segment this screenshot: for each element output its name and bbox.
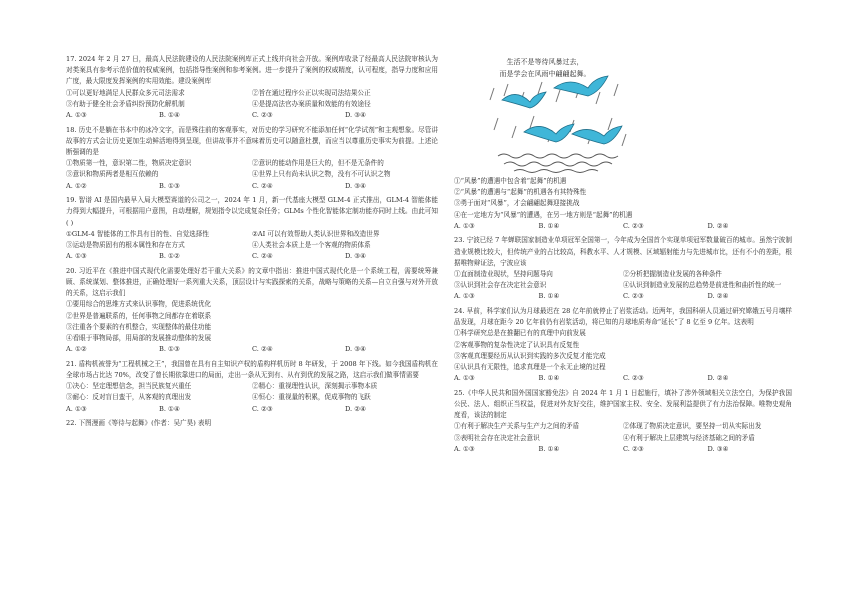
question-stem: 24. 早前，科学家们认为月球最迟在 28 亿年前就停止了岩浆活动。近两年，我国科研人员通过研究嫦娥五号月壤样品发现，月球在距今 20 亿年前仍有岩浆活动，将已知的月球地质寿命“延长”了 8 亿至 9 亿年。这表明 [454, 307, 792, 327]
left-column [66, 54, 438, 433]
right-column [454, 176, 792, 458]
choice-d[interactable]: D. ②④ [345, 404, 367, 413]
question-22-stem [66, 418, 438, 429]
choice-b[interactable]: B. ①④ [538, 292, 560, 301]
answer-choices [66, 110, 438, 121]
statement: ①直面制造业现状，坚持问题导向 [454, 270, 553, 279]
choice-c[interactable]: C. ②③ [252, 404, 273, 413]
birds-in-storm-cartoon-icon [484, 48, 634, 176]
choice-b[interactable]: B. ①④ [159, 404, 180, 413]
answer-choices [454, 221, 792, 232]
statement: ④人类社会本质上是一个客观的物质体系 [252, 241, 371, 250]
statement: ②客观事物的复杂性决定了认识具有反复性 [454, 340, 580, 349]
choice-c[interactable]: C. ②③ [623, 374, 644, 383]
choice-d[interactable]: D. ②④ [707, 221, 729, 230]
bird-icon [502, 76, 622, 144]
statement: ①要用综合的思维方式来认识事物，促进系统优化 [66, 300, 212, 309]
statement: ①GLM-4 智能体的工作具有目的性、自觉选择性 [66, 229, 209, 238]
statement-options [454, 421, 792, 443]
statement: ③勇于面对“风暴”，才会翩翩起舞迎接挑战 [454, 199, 580, 208]
question-22-options [454, 176, 792, 232]
statement: ②世界是普遍联系的，任何事物之间都存在着联系 [66, 311, 212, 320]
question-18 [66, 125, 438, 192]
question-stem: 17. 2024 年 2 月 27 日，最高人民法院建设的人民法院案例库正式上线并向社会开放。案例库收录了经最高人民法院审核认为对类案具有参考示范价值的权威案例，包括指导性案例和参考案例。进一步提升了案例的权威精度，认可程度，指导力度和应用广度，最大限度发挥案例的实用效能。建设案例库 [66, 55, 438, 86]
question-stem: 23. 宁波已经 7 年蝉联国家制造业单项冠军全国第一，今年成为全国首个实现单项冠军数量破百的城市。虽然宁波制造业规模比较大，但传统产业的占比较高，科教水平、人才规模、区域辐射能力与先进城市比，还有不小的差距，根据唯物辩证法，宁波应该 [454, 236, 792, 267]
choice-b[interactable]: B. ①④ [159, 111, 180, 120]
statement-options [454, 328, 792, 373]
choice-a[interactable]: A. ①② [66, 345, 87, 354]
statement-options [66, 88, 438, 110]
question-stem: 18. 历史不是躺在书本中的冰冷文字，而是殊往前的客观事实，对历史的学习研究不能添加任何“化学试剂”和主观想象。尽管讲故事的方式会让历史更加生动鲜活地得到呈现，但讲故事并不意味着历史可以随意杜撰，而应当以尊重历史事实为前提。上述论断强调的是 [66, 125, 438, 157]
choice-a[interactable]: A. ①③ [66, 404, 87, 413]
statement: ①物质第一性，意识第二性，物质决定意识 [66, 159, 192, 168]
statement: ③意识和物质两者是相互依赖的 [66, 170, 159, 179]
question-stem: 19. 智谱 AI 是国内最早入局大模型赛道的公司之一，2024 年 1 月，新一代基座大模型 GLM-4 正式推出，GLM-4 智能体能力得到大幅提升，可根据用户意图，自动理解，规划指令以完成复杂任务；GLMs 个性化智能体定制功能亦同时上线。由此可知( ) [66, 196, 438, 227]
statement: ③客观真理要经历从认识到实践的多次反复才能完成 [454, 351, 606, 360]
question-stem: 22. 下图漫画《等待与起舞》(作者：吴广昊) 表明 [66, 419, 212, 428]
choice-b[interactable]: B. ①④ [538, 221, 560, 230]
caption-line: 生活不是等待风暴过去， [506, 58, 584, 66]
answer-choices [66, 404, 438, 415]
statement: ②精心：重视理性认识，深刻揭示事物本质 [252, 382, 378, 391]
statement: ②“风暴”的遭遇与“起舞”的机遇各有其特殊性 [454, 188, 587, 197]
question-24 [454, 306, 792, 384]
statement: ④有利于解决上层建筑与经济基础之间的矛盾 [623, 433, 755, 442]
statement: ④世界上只有尚未认识之物，没有不可认识之物 [252, 170, 391, 179]
statement: ②旨在通过程序公正以实现司法结果公正 [252, 88, 371, 97]
choice-d[interactable]: D. ②④ [707, 292, 729, 301]
statement: ②意识的能动作用是巨大的，但不是无条件的 [252, 159, 384, 168]
choice-d[interactable]: D. ③④ [345, 111, 367, 120]
statement: ②AI 可以有效帮助人类认识世界和改造世界 [252, 229, 380, 238]
wave-icon [498, 154, 618, 173]
choice-d[interactable]: D. ②④ [707, 374, 729, 383]
statement-options [66, 229, 438, 251]
caption-line: 而是学会在风雨中翩翩起舞。 [499, 70, 591, 78]
question-25 [454, 388, 792, 455]
question-stem: 25.《中华人民共和国外国国家豁免法》自 2024 年 1 月 1 日起施行，填补了涉外领域相关立法空白，为保护我国公民、法人、组织正当权益，促进对外友好交往，维护国家主权、安全、发展利益提供了有力法治保障。唯物史观角度看，该法的制定 [454, 388, 792, 420]
statement: ③耐心：反对盲目蛮干，从客观的真理出发 [66, 393, 192, 402]
statement-options [66, 158, 438, 180]
answer-choices [454, 291, 792, 302]
answer-choices [66, 181, 438, 192]
question-19 [66, 195, 438, 262]
statement: ④是提高法官办案质量和效能的有效途径 [252, 99, 371, 108]
choice-d[interactable]: D. ③④ [707, 444, 729, 453]
statement: ④认识到制造业发展的总趋势是前进性和曲折性的统一 [623, 281, 782, 290]
statement-options [454, 269, 792, 291]
statement: ③认识到社会存在决定社会意识 [454, 281, 547, 290]
choice-a[interactable]: A. ①③ [66, 252, 87, 261]
statement: ①“风暴”的遭遇中包含着“起舞”的机遇 [454, 177, 567, 185]
question-17 [66, 54, 438, 121]
question-stem: 21. 盾构机被誉为“工程机械之王”，我国曾在具有自主知识产权的盾构样机历时 8 年研发，于 2008 年下线。如今我国盾构机在全球市场占比达 70%，改变了曾长期依靠进口的局面，走出一条从无到有、从有到优的发展之路，这启示我们做事情需要 [66, 359, 438, 380]
choice-c[interactable]: C. ②③ [252, 111, 273, 120]
statement: ①可以更好地满足人民群众多元司法需求 [66, 88, 185, 97]
statement: ③表明社会存在决定社会意识 [454, 433, 540, 442]
choice-b[interactable]: B. ①④ [538, 374, 560, 383]
choice-a[interactable]: A. ①③ [66, 111, 87, 120]
choice-c[interactable]: C. ②③ [623, 292, 644, 301]
statement-options [66, 381, 438, 403]
answer-choices [454, 444, 792, 455]
choice-a[interactable]: A. ①③ [454, 221, 475, 230]
choice-c[interactable]: C. ②③ [623, 221, 644, 230]
statement: ③有助于健全社会矛盾纠纷预防化解机制 [66, 99, 185, 108]
statement: ④认识具有无限性，追求真理是一个永无止境的过程 [454, 363, 606, 372]
choice-a[interactable]: A. ①② [66, 181, 87, 190]
question-20 [66, 266, 438, 356]
answer-choices [66, 344, 438, 355]
choice-b[interactable]: B. ①④ [538, 444, 560, 453]
question-21 [66, 359, 438, 415]
choice-c[interactable]: C. ②③ [623, 444, 644, 453]
choice-d[interactable]: D. ③④ [345, 252, 367, 261]
choice-a[interactable]: A. ①③ [454, 292, 475, 301]
choice-c[interactable]: C. ②④ [252, 252, 273, 261]
statement: ③运动是物质固有的根本属性和存在方式 [66, 241, 185, 250]
statement: ①决心：坚定理想信念，担当民族复兴重任 [66, 382, 192, 391]
choice-a[interactable]: A. ①③ [454, 444, 475, 453]
statement: ②分析把握制造业发展的各种条件 [623, 270, 722, 279]
statement: ④在一定地方为“风暴”的遭遇，在另一地方则是“起舞”的机遇 [454, 210, 633, 219]
statement: ④看眼于事物局部，用局部的发展推动整体的发展 [66, 334, 212, 343]
answer-choices [66, 251, 438, 262]
choice-b[interactable]: B. ①③ [159, 345, 180, 354]
statement: ①有利于解决生产关系与生产力之间的矛盾 [454, 422, 580, 431]
choice-b[interactable]: B. ①② [159, 252, 180, 261]
statement: ①科学研究总是在推翻已有的真理中向前发展 [454, 329, 586, 338]
statement: ②体现了物质决定意识，要坚持一切从实际出发 [623, 422, 762, 431]
statement: ③注重各个要素的有机整合，实现整体的最佳功能 [66, 322, 212, 331]
choice-d[interactable]: D. ③④ [345, 345, 367, 354]
statement-options [66, 299, 438, 344]
choice-c[interactable]: C. ②④ [252, 181, 273, 190]
answer-choices [454, 373, 792, 384]
question-23 [454, 235, 792, 302]
choice-a[interactable]: A. ①③ [454, 374, 475, 383]
choice-c[interactable]: C. ②④ [252, 345, 273, 354]
question-stem: 20. 习近平在《推进中国式现代化需要处理好若干重大关系》的文章中指出：推进中国式现代化是一个系统工程，需要统筹兼顾、系统谋划、整体推进，正确处理好一系列重大关系，顶层设计与实践探索的关系，战略与策略的关系—自立自强与对外开放的关系，这启示我们 [66, 266, 438, 298]
statement: ④恒心：重视量的积累，促成事物的飞跃 [252, 393, 371, 402]
choice-d[interactable]: D. ③④ [345, 181, 367, 190]
choice-b[interactable]: B. ①③ [159, 181, 180, 190]
